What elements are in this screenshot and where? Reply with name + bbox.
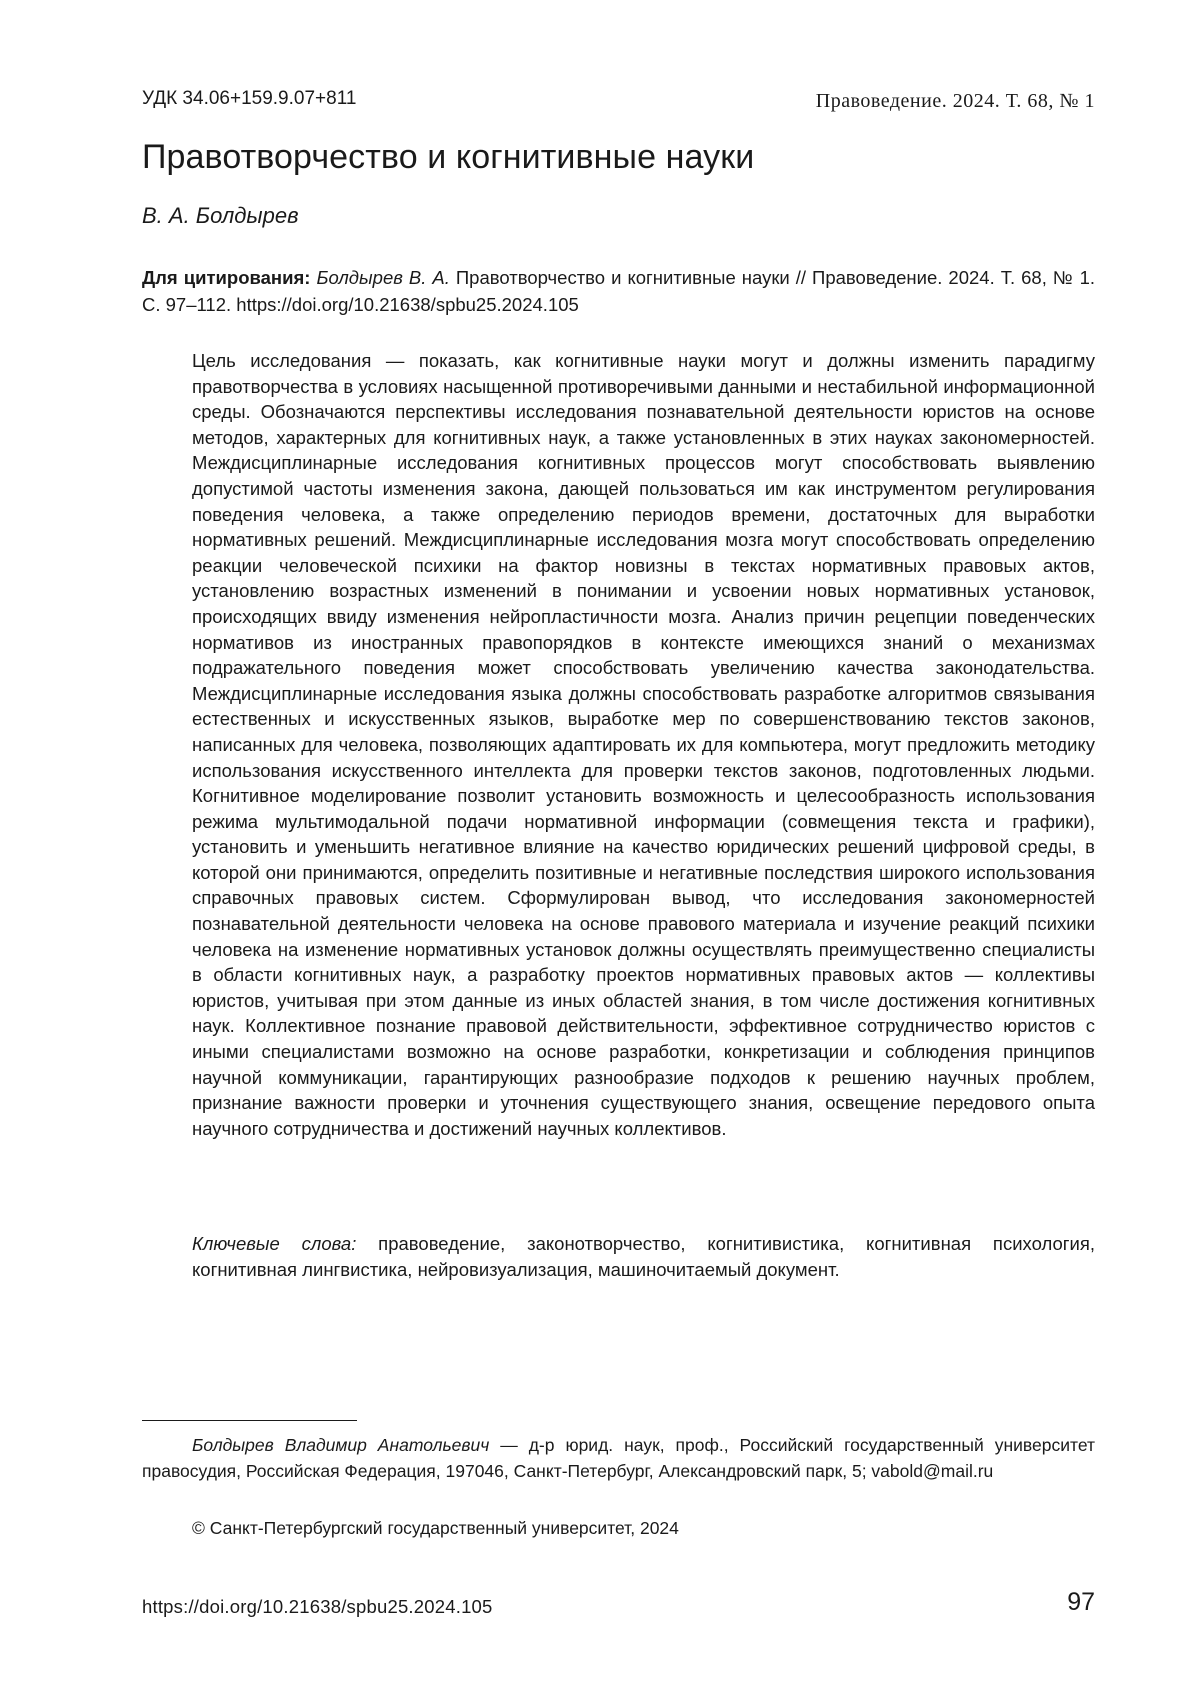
keywords-text: правоведение, законотворчество, когнитивистика, когнитивная психология, когнитивная лингвистика, нейровизуализация, машиночитаемый документ. bbox=[192, 1233, 1095, 1280]
abstract bbox=[192, 348, 1095, 1141]
abstract-text: Цель исследования — показать, как когнитивные науки могут и должны изменить парадигму правотворчества в условиях насыщенной противоречивыми данными и нестабильной информационной среды. Обозначаются перспективы исследования познавательной деятельности юристов на основе методов, характерных для когнитивных наук, а также установленных в этих науках закономерностей. Междисциплинарные исследования когнитивных процессов могут способствовать выявлению допустимой частоты изменения закона, дающей пользоваться им как инструментом регулирования поведения человека, а также определению периодов времени, достаточных для выработки нормативных решений. Междисциплинарные исследования мозга могут способствовать определению реакции человеческой психики на фактор новизны в текстах нормативных правовых актов, установлению возрастных изменений в понимании и усвоении новых нормативных установок, происходящих ввиду изменения нейропластичности мозга. Анализ причин рецепции поведенческих нормативов из иностранных правопорядков в контексте имеющихся знаний о механизмах подражательного поведения может способствовать увеличению качества законодательства. Междисциплинарные исследования языка должны способствовать разработке алгоритмов связывания естественных и искусственных языков, выработке мер по совершенствованию текстов законов, написанных для человека, позволяющих адаптировать их для компьютера, могут предложить методику использования искусственного интеллекта для проверки текстов законов, подготовленных людьми. Когнитивное моделирование позволит установить возможность и целесообразность использования режима мультимодальной подачи нормативной информации (совмещения текста и графики), установить и уменьшить негативное влияние на качество юридических решений цифровой среды, в которой они принимаются, определить позитивные и негативные последствия широкого использования справочных правовых систем. Сформулирован вывод, что исследования закономерностей познавательной деятельности человека на основе правового материала и изучение реакций психики человека на изменение нормативных установок должны осуществлять преимущественно специалисты в области когнитивных наук, а разработку проектов нормативных правовых актов — коллективы юристов, учитывая при этом данные из иных областей знания, в том числе достижения когнитивных наук. Коллективное познание правовой действительности, эффективное сотрудничество юристов с иными специалистами возможно на основе разработки, конкретизации и соблюдения принципов научной коммуникации, гарантирующих разнообразие подходов к решению научных проблем, признание важности проверки и уточнения существующего знания, освещение передового опыта научного сотрудничества и достижений научных коллективов. bbox=[192, 350, 1095, 1139]
keywords-block bbox=[192, 1231, 1095, 1282]
journal-reference: Правоведение. 2024. Т. 68, № 1 bbox=[815, 90, 1095, 112]
citation-author: Болдырев В. А. bbox=[316, 267, 450, 288]
citation-text: Правотворчество и когнитивные науки // Правоведение. 2024. Т. 68, № 1. С. 97–112. https://doi.org/10.21638/spbu25.2024.105 bbox=[142, 267, 1095, 315]
article-author: В. А. Болдырев bbox=[142, 203, 299, 228]
doi-link[interactable]: https://doi.org/10.21638/spbu25.2024.105 bbox=[142, 1596, 493, 1617]
copyright-notice: © Санкт-Петербургский государственный университет, 2024 bbox=[192, 1518, 679, 1538]
udk-code: УДК 34.06+159.9.07+811 bbox=[142, 88, 357, 109]
citation-block bbox=[142, 264, 1095, 318]
footnote-affiliation: — д-р юрид. наук, проф., Российский государственный университет правосудия, Российская Федерация, 197046, Санкт-Петербург, Александровский парк, 5; vabold@mail.ru bbox=[142, 1435, 1095, 1481]
page-number: 97 bbox=[1067, 1588, 1095, 1616]
citation-label: Для цитирования: bbox=[142, 267, 311, 288]
author-footnote bbox=[142, 1432, 1095, 1484]
footnote-author-name: Болдырев Владимир Анатольевич bbox=[192, 1435, 490, 1455]
footnote-divider bbox=[142, 1420, 357, 1421]
article-title: Правотворчество и когнитивные науки bbox=[142, 138, 755, 176]
keywords-label: Ключевые слова: bbox=[192, 1233, 357, 1254]
